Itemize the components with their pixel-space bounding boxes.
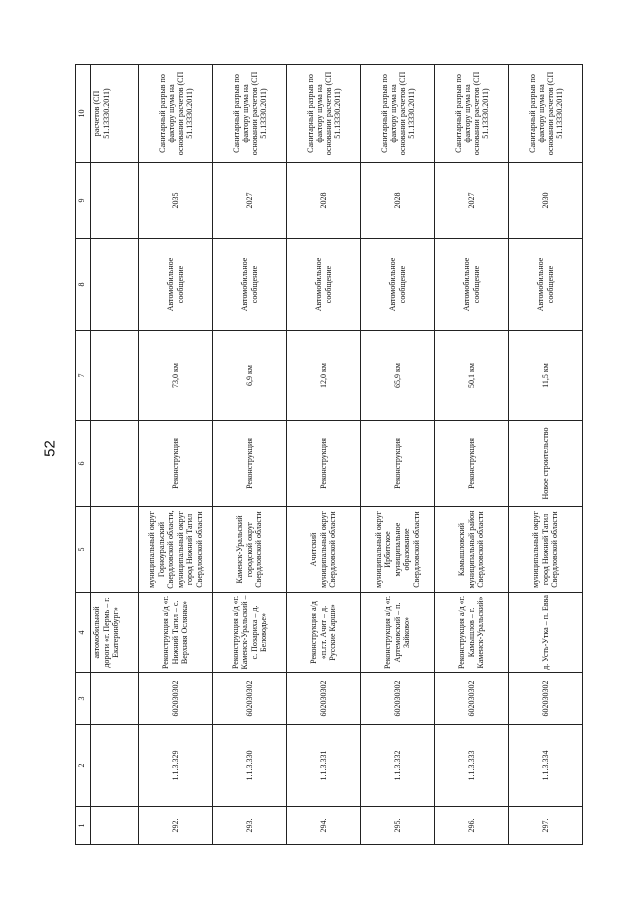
cell-number: 295. (361, 807, 435, 845)
table-row (509, 65, 583, 845)
column-header: 6 (76, 421, 91, 507)
cell-classifier: 602030302 (213, 673, 287, 725)
table-row (435, 65, 509, 845)
cell-number: 297. (509, 807, 583, 845)
cell-length: 11,5 км (509, 331, 583, 421)
cell-year: 2027 (435, 163, 509, 239)
table-row (287, 65, 361, 845)
cell-location: Ачитский муниципальный округ Свердловской области (287, 507, 361, 593)
cell-year: 2027 (213, 163, 287, 239)
cell-length: 65,9 км (361, 331, 435, 421)
column-header: 7 (76, 331, 91, 421)
cell-length (91, 331, 139, 421)
cell-purpose: Автомобильное сообщение (139, 239, 213, 331)
cell-code: 1.1.3.329 (139, 725, 213, 807)
cell-code: 1.1.3.333 (435, 725, 509, 807)
cell-classifier: 602030302 (435, 673, 509, 725)
cell-year: 2030 (509, 163, 583, 239)
cell-number: 292. (139, 807, 213, 845)
cell-year: 2028 (287, 163, 361, 239)
cell-length: 12,0 км (287, 331, 361, 421)
cell-location: муниципальный округ Горноуральский Свердловской области, муниципальный округ город Нижний Тагил Свердловской области (139, 507, 213, 593)
cell-length: 50,1 км (435, 331, 509, 421)
cell-purpose: Автомобильное сообщение (435, 239, 509, 331)
cell-purpose (91, 239, 139, 331)
column-header: 5 (76, 507, 91, 593)
cell-object-name: Реконструкция а/д «г. Камышлов – г. Каменск-Уральский» (435, 593, 509, 673)
cell-location (91, 507, 139, 593)
table-row (361, 65, 435, 845)
cell-object-name: Реконструкция а/д «г. Нижний Тагил – с. Верхняя Ослянка» (139, 593, 213, 673)
column-header: 8 (76, 239, 91, 331)
cell-purpose: Автомобильное сообщение (509, 239, 583, 331)
cell-work-type: Реконструкция (435, 421, 509, 507)
cell-year: 2035 (139, 163, 213, 239)
cell-work-type: Новое строительство (509, 421, 583, 507)
cell-work-type: Реконструкция (287, 421, 361, 507)
column-header: 10 (76, 65, 91, 163)
cell-length: 73,0 км (139, 331, 213, 421)
cell-zone: Санитарный разрыв по фактору шума на основании расчетов (СП 51.13330.2011) (213, 65, 287, 163)
cell-work-type: Реконструкция (139, 421, 213, 507)
page-number: 52 (41, 440, 59, 457)
cell-location: муниципальный округ город Нижний Тагил Свердловской области (509, 507, 583, 593)
rotated-table-container (75, 65, 583, 845)
cell-location: Каменск-Уральский городской округ Свердловской области (213, 507, 287, 593)
cell-object-name: д. Усть-Утка – п. Евва (509, 593, 583, 673)
cell-zone: Санитарный разрыв по фактору шума на основании расчетов (СП 51.13330.2011) (287, 65, 361, 163)
header-row (76, 65, 91, 845)
cell-length: 6,9 км (213, 331, 287, 421)
table-row (213, 65, 287, 845)
cell-location: Камышловский муниципальный район Свердловской области (435, 507, 509, 593)
cell-work-type (91, 421, 139, 507)
cell-code: 1.1.3.330 (213, 725, 287, 807)
cell-number (91, 807, 139, 845)
cell-location: муниципальный округ Ирбитское муниципальное образование Свердловской области (361, 507, 435, 593)
cell-classifier (91, 673, 139, 725)
column-header: 4 (76, 593, 91, 673)
cell-purpose: Автомобильное сообщение (361, 239, 435, 331)
table-row-continued (91, 65, 139, 845)
cell-classifier: 602030302 (361, 673, 435, 725)
cell-classifier: 602030302 (139, 673, 213, 725)
cell-zone: Санитарный разрыв по фактору шума на основании расчетов (СП 51.13330.2011) (139, 65, 213, 163)
cell-zone: расчетов (СП 51.13330.2011) (91, 65, 139, 163)
cell-object-name: Реконструкция а/д «п.г.т. Ачит – д. Русские Карши» (287, 593, 361, 673)
cell-code: 1.1.3.334 (509, 725, 583, 807)
data-table (75, 64, 583, 845)
column-header: 9 (76, 163, 91, 239)
cell-year: 2028 (361, 163, 435, 239)
cell-code: 1.1.3.332 (361, 725, 435, 807)
cell-object-name: автомобильной дороги «г. Пермь – г. Екатеринбург» (91, 593, 139, 673)
cell-classifier: 602030302 (509, 673, 583, 725)
cell-zone: Санитарный разрыв по фактору шума на основании расчетов (СП 51.13330.2011) (435, 65, 509, 163)
cell-work-type: Реконструкция (361, 421, 435, 507)
cell-zone: Санитарный разрыв по фактору шума на основании расчетов (СП 51.13330.2011) (361, 65, 435, 163)
cell-classifier: 602030302 (287, 673, 361, 725)
cell-number: 294. (287, 807, 361, 845)
cell-code: 1.1.3.331 (287, 725, 361, 807)
cell-year (91, 163, 139, 239)
cell-purpose: Автомобильное сообщение (287, 239, 361, 331)
column-header: 3 (76, 673, 91, 725)
cell-object-name: Реконструкция а/д «г. Каменск-Уральский – с. Позариха – д. Беловодье» (213, 593, 287, 673)
cell-object-name: Реконструкция а/д «г. Артемовский – п. Зайково» (361, 593, 435, 673)
cell-work-type: Реконструкция (213, 421, 287, 507)
cell-number: 293. (213, 807, 287, 845)
cell-code (91, 725, 139, 807)
cell-number: 296. (435, 807, 509, 845)
column-header: 1 (76, 807, 91, 845)
cell-purpose: Автомобильное сообщение (213, 239, 287, 331)
column-header: 2 (76, 725, 91, 807)
cell-zone: Санитарный разрыв по фактору шума на основании расчетов (СП 51.13330.2011) (509, 65, 583, 163)
table-row (139, 65, 213, 845)
